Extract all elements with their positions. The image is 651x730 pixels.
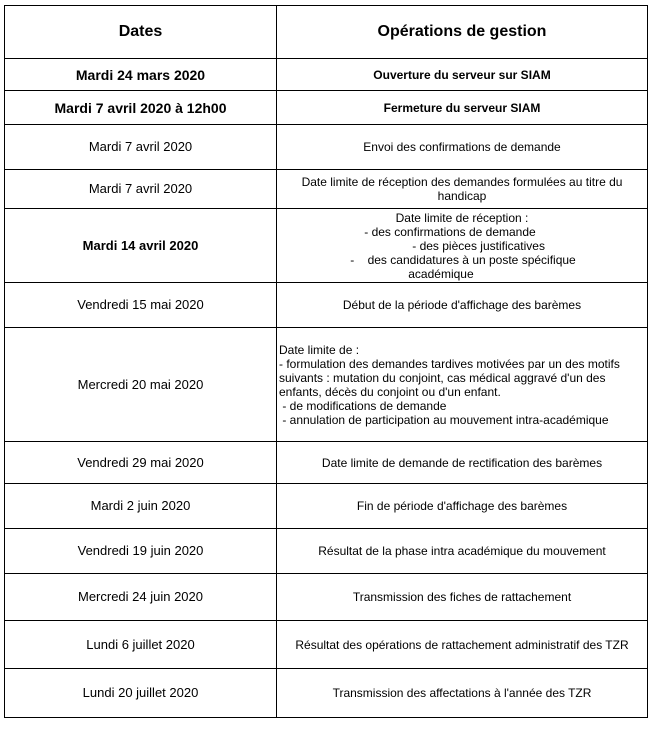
table-row — [5, 125, 648, 170]
header-operations: Opérations de gestion — [277, 6, 648, 59]
row-date: Vendredi 29 mai 2020 — [5, 442, 277, 484]
row-operation: Envoi des confirmations de demande — [277, 125, 648, 170]
operation-line: - formulation des demandes tardives motivées par un des motifs — [279, 356, 620, 371]
table-row — [5, 209, 648, 283]
schedule-table — [4, 5, 648, 718]
row-operation: Date limite de demande de rectification des barèmes — [277, 442, 648, 484]
row-operation: Transmission des fiches de rattachement — [277, 574, 648, 621]
row-date: Mercredi 20 mai 2020 — [5, 328, 277, 442]
operation-line: - des confirmations de demande — [364, 224, 536, 239]
row-date: Mardi 7 avril 2020 — [5, 125, 277, 170]
table-row — [5, 669, 648, 718]
header-dates: Dates — [5, 6, 277, 59]
operation-line: suivants : mutation du conjoint, cas médical aggravé d'un des — [279, 370, 606, 385]
operation-line: enfants, décès du conjoint ou d'un enfant. — [279, 384, 501, 399]
table-row — [5, 529, 648, 574]
operation-line: - annulation de participation au mouvement intra-académique — [279, 412, 609, 427]
table-row — [5, 59, 648, 91]
operation-line: - des pièces justificatives — [412, 238, 545, 253]
row-operation: Transmission des affectations à l'année des TZR — [277, 669, 648, 718]
operation-line: Date limite de : — [279, 342, 360, 357]
table-row — [5, 283, 648, 328]
row-date: Mardi 24 mars 2020 — [5, 59, 277, 91]
row-date: Mardi 7 avril 2020 à 12h00 — [5, 91, 277, 125]
table-row — [5, 484, 648, 529]
row-operation: Début de la période d'affichage des barèmes — [277, 283, 648, 328]
table-row — [5, 91, 648, 125]
row-date: Mardi 7 avril 2020 — [5, 170, 277, 209]
row-date: Mardi 14 avril 2020 — [5, 209, 277, 283]
table-row — [5, 621, 648, 669]
table-row — [5, 574, 648, 621]
row-operation: Résultat des opérations de rattachement administratif des TZR — [277, 621, 648, 669]
table-row — [5, 170, 648, 209]
operation-line: - de modifications de demande — [279, 398, 447, 413]
row-operation — [277, 328, 648, 442]
table-header-row — [5, 6, 648, 59]
row-date: Mardi 2 juin 2020 — [5, 484, 277, 529]
operation-line: Date limite de réception des demandes formulées au titre du — [301, 175, 623, 189]
row-date: Vendredi 15 mai 2020 — [5, 283, 277, 328]
operation-line: handicap — [437, 189, 487, 203]
table-row — [5, 442, 648, 484]
row-operation: Fermeture du serveur SIAM — [277, 91, 648, 125]
row-date: Lundi 6 juillet 2020 — [5, 621, 277, 669]
row-operation: Fin de période d'affichage des barèmes — [277, 484, 648, 529]
row-date: Vendredi 19 juin 2020 — [5, 529, 277, 574]
operation-line: Date limite de réception : — [395, 210, 529, 225]
operation-line: - des candidatures à un poste spécifique — [350, 252, 576, 267]
row-operation — [277, 170, 648, 209]
operation-line: académique — [408, 266, 474, 281]
row-operation — [277, 209, 648, 283]
row-operation: Résultat de la phase intra académique du mouvement — [277, 529, 648, 574]
row-date: Mercredi 24 juin 2020 — [5, 574, 277, 621]
table-row — [5, 328, 648, 442]
row-operation: Ouverture du serveur sur SIAM — [277, 59, 648, 91]
row-date: Lundi 20 juillet 2020 — [5, 669, 277, 718]
